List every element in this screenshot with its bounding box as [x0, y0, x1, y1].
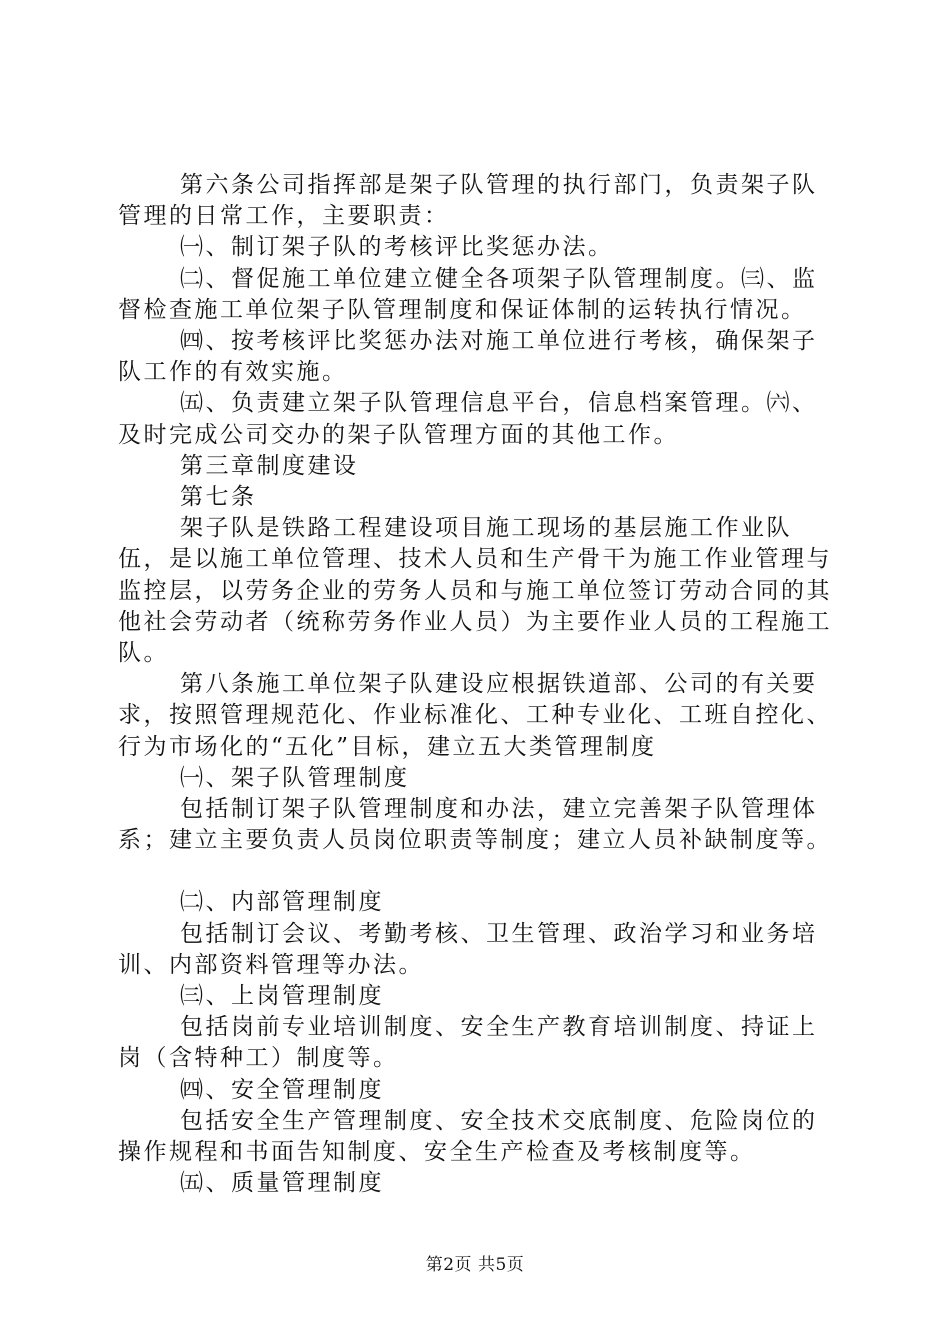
page-number: 第2页 共5页 — [425, 1255, 525, 1275]
paragraph-article-7-body: 架子队是铁路工程建设项目施工现场的基层施工作业队伍，是以施工单位管理、技术人员和生产骨干为施工作业管理与监控层，以劳务企业的劳务人员和与施工单位签订劳动合同的其他社会劳动者（统称劳务作业人员）为主要作业人员的工程施工队。 — [118, 515, 832, 667]
document-body — [118, 170, 838, 1200]
paragraph-duty-5-6: ㈤、负责建立架子队管理信息平台，信息档案管理。㈥、及时完成公司交办的架子队管理方面的其他工作。 — [118, 390, 818, 448]
paragraph-onboarding-management: 包括岗前专业培训制度、安全生产教育培训制度、持证上岗（含特种工）制度等。 — [118, 1014, 818, 1072]
paragraph-team-management: 包括制订架子队管理制度和办法，建立完善架子队管理体系；建立主要负责人员岗位职责等制度；建立人员补缺制度等。 — [118, 796, 832, 854]
paragraph-internal-management: 包括制订会议、考勤考核、卫生管理、政治学习和业务培训、内部资料管理等办法。 — [118, 920, 818, 978]
paragraph-article-8: 第八条施工单位架子队建设应根据铁道部、公司的有关要求，按照管理规范化、作业标准化、工种专业化、工班自控化、行为市场化的“五化”目标，建立五大类管理制度 — [118, 671, 832, 760]
subheading-quality-management: ㈤、质量管理制度 — [180, 1170, 384, 1197]
subheading-internal-management: ㈡、内部管理制度 — [180, 889, 384, 916]
page-footer — [0, 1250, 950, 1275]
subheading-safety-management: ㈣、安全管理制度 — [180, 1076, 384, 1103]
chapter-heading: 第三章制度建设 — [180, 452, 359, 479]
subheading-team-management: ㈠、架子队管理制度 — [180, 764, 410, 791]
paragraph-safety-management: 包括安全生产管理制度、安全技术交底制度、危险岗位的操作规程和书面告知制度、安全生产检查及考核制度等。 — [118, 1107, 818, 1166]
paragraph-duty-4: ㈣、按考核评比奖惩办法对施工单位进行考核，确保架子队工作的有效实施。 — [118, 328, 818, 386]
paragraph-duty-2-3: ㈡、督促施工单位建立健全各项架子队管理制度。㈢、监督检查施工单位架子队管理制度和保证体制的运转执行情况。 — [118, 265, 818, 323]
paragraph-article-6: 第六条公司指挥部是架子队管理的执行部门，负责架子队管理的日常工作，主要职责： — [118, 172, 818, 230]
subheading-onboarding-management: ㈢、上岗管理制度 — [180, 983, 384, 1010]
article-7-heading: 第七条 — [180, 484, 257, 511]
paragraph-duty-1: ㈠、制订架子队的考核评比奖惩办法。 — [180, 234, 614, 261]
